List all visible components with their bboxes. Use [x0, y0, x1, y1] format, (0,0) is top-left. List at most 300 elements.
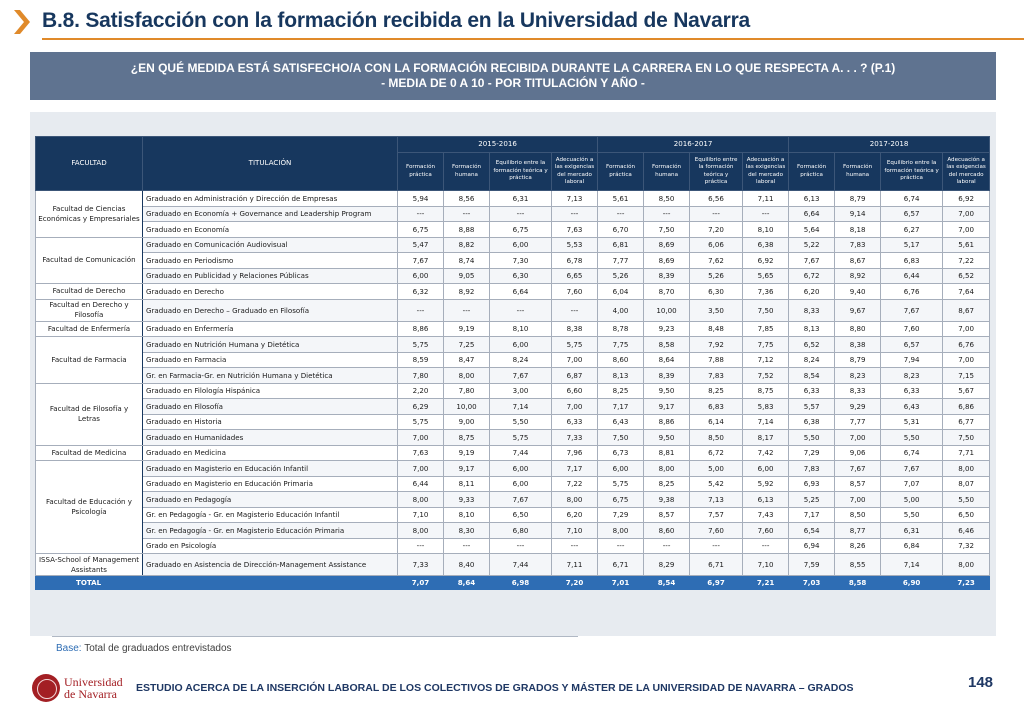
value-cell: 9,06: [835, 445, 881, 461]
value-cell: 7,67: [881, 461, 943, 477]
value-cell: 5,75: [398, 337, 444, 353]
value-cell: 7,60: [552, 284, 598, 300]
value-cell: 7,10: [398, 507, 444, 523]
value-cell: 6,52: [943, 268, 990, 284]
value-cell: 8,86: [398, 321, 444, 337]
value-cell: 6,71: [690, 554, 743, 576]
value-cell: 5,75: [490, 430, 552, 446]
value-cell: 7,67: [881, 299, 943, 321]
value-cell: 8,86: [644, 414, 690, 430]
value-cell: 7,50: [598, 430, 644, 446]
value-cell: 6,60: [552, 383, 598, 399]
value-cell: ---: [398, 299, 444, 321]
value-cell: 8,10: [490, 321, 552, 337]
value-cell: 8,67: [943, 299, 990, 321]
value-cell: 8,18: [835, 222, 881, 238]
value-cell: 7,43: [743, 507, 789, 523]
titulacion-cell: Graduado en Comunicación Audiovisual: [143, 237, 398, 253]
value-cell: 7,75: [743, 337, 789, 353]
value-cell: 9,40: [835, 284, 881, 300]
header-metric: Adecuación a las exigencias del mercado laboral: [552, 153, 598, 191]
value-cell: 8,60: [598, 352, 644, 368]
value-cell: 8,23: [835, 368, 881, 384]
value-cell: 7,71: [943, 445, 990, 461]
titulacion-cell: Graduado en Economía + Governance and Leadership Program: [143, 206, 398, 222]
value-cell: 5,64: [789, 222, 835, 238]
value-cell: 6,92: [943, 191, 990, 207]
value-cell: 7,00: [943, 206, 990, 222]
value-cell: 8,11: [444, 476, 490, 492]
value-cell: 8,25: [644, 476, 690, 492]
value-cell: 6,20: [789, 284, 835, 300]
value-cell: 5,00: [690, 461, 743, 477]
value-cell: 5,75: [552, 337, 598, 353]
value-cell: 6,73: [598, 445, 644, 461]
titulacion-cell: Graduado en Filosofía: [143, 399, 398, 415]
table-row: [36, 299, 990, 321]
value-cell: 7,94: [881, 352, 943, 368]
value-cell: ---: [552, 299, 598, 321]
value-cell: 9,19: [444, 445, 490, 461]
total-value: 7,07: [398, 576, 444, 590]
value-cell: 7,67: [490, 368, 552, 384]
total-value: 7,23: [943, 576, 990, 590]
value-cell: 7,60: [881, 321, 943, 337]
value-cell: 8,48: [690, 321, 743, 337]
value-cell: ---: [444, 538, 490, 554]
table-row: [36, 538, 990, 554]
value-cell: 8,70: [644, 284, 690, 300]
value-cell: 7,25: [444, 337, 490, 353]
value-cell: 6,76: [943, 337, 990, 353]
value-cell: 5,22: [789, 237, 835, 253]
value-cell: 7,67: [398, 253, 444, 269]
titulacion-cell: Gr. en Pedagogía - Gr. en Magisterio Educación Primaria: [143, 523, 398, 539]
value-cell: 9,50: [644, 383, 690, 399]
value-cell: ---: [490, 538, 552, 554]
university-logo: [32, 674, 132, 704]
value-cell: 7,42: [743, 445, 789, 461]
value-cell: 3,50: [690, 299, 743, 321]
value-cell: 9,17: [644, 399, 690, 415]
facultad-cell: ISSA-School of Management Assistants: [36, 554, 143, 576]
value-cell: 6,00: [398, 268, 444, 284]
value-cell: 6,27: [881, 222, 943, 238]
total-value: 8,64: [444, 576, 490, 590]
value-cell: 7,67: [789, 253, 835, 269]
value-cell: 7,00: [835, 492, 881, 508]
value-cell: 6,92: [743, 253, 789, 269]
titulacion-cell: Graduado en Publicidad y Relaciones Públicas: [143, 268, 398, 284]
value-cell: 9,19: [444, 321, 490, 337]
value-cell: 5,17: [881, 237, 943, 253]
titulacion-cell: Gr. en Pedagogía - Gr. en Magisterio Educación Infantil: [143, 507, 398, 523]
table-row: [36, 222, 990, 238]
value-cell: 6,46: [943, 523, 990, 539]
table-row: [36, 284, 990, 300]
facultad-cell: Facultad de Filosofía y Letras: [36, 383, 143, 445]
value-cell: 7,32: [943, 538, 990, 554]
value-cell: ---: [552, 538, 598, 554]
value-cell: 3,00: [490, 383, 552, 399]
value-cell: 6,33: [789, 383, 835, 399]
value-cell: 5,75: [398, 414, 444, 430]
value-cell: 5,92: [743, 476, 789, 492]
value-cell: 6,78: [552, 253, 598, 269]
value-cell: 7,83: [690, 368, 743, 384]
value-cell: 6,72: [690, 445, 743, 461]
value-cell: ---: [552, 206, 598, 222]
value-cell: 8,33: [789, 299, 835, 321]
value-cell: 5,26: [690, 268, 743, 284]
value-cell: 8,00: [552, 492, 598, 508]
value-cell: 7,33: [398, 554, 444, 576]
value-cell: 7,29: [789, 445, 835, 461]
value-cell: 9,50: [644, 430, 690, 446]
total-value: 8,58: [835, 576, 881, 590]
titulacion-cell: Graduado en Humanidades: [143, 430, 398, 446]
value-cell: 6,38: [743, 237, 789, 253]
value-cell: 8,60: [644, 523, 690, 539]
question-subtitle: - MEDIA DE 0 A 10 - POR TITULACIÓN Y AÑO -: [381, 76, 645, 90]
table-row: [36, 430, 990, 446]
value-cell: 8,38: [835, 337, 881, 353]
value-cell: 7,83: [835, 237, 881, 253]
value-cell: 5,50: [881, 507, 943, 523]
table-row: [36, 383, 990, 399]
base-text: Total de graduados entrevistados: [84, 643, 232, 654]
value-cell: 7,29: [598, 507, 644, 523]
value-cell: 8,81: [644, 445, 690, 461]
value-cell: 8,39: [644, 268, 690, 284]
value-cell: 6,87: [552, 368, 598, 384]
value-cell: 5,61: [943, 237, 990, 253]
value-cell: 7,50: [743, 299, 789, 321]
value-cell: 6,06: [690, 237, 743, 253]
value-cell: 8,92: [444, 284, 490, 300]
value-cell: 6,00: [490, 461, 552, 477]
value-cell: 8,00: [943, 554, 990, 576]
value-cell: 6,32: [398, 284, 444, 300]
value-cell: 8,77: [835, 523, 881, 539]
value-cell: 9,17: [444, 461, 490, 477]
value-cell: 6,72: [789, 268, 835, 284]
value-cell: 8,75: [743, 383, 789, 399]
value-cell: 6,64: [490, 284, 552, 300]
table-row: [36, 237, 990, 253]
value-cell: 8,55: [835, 554, 881, 576]
value-cell: 5,47: [398, 237, 444, 253]
titulacion-cell: Graduado en Economía: [143, 222, 398, 238]
value-cell: 5,00: [881, 492, 943, 508]
value-cell: 8,26: [835, 538, 881, 554]
titulacion-cell: Graduado en Pedagogía: [143, 492, 398, 508]
satisfaction-table: [35, 136, 990, 590]
logo-line1: Universidad: [64, 675, 123, 689]
value-cell: 6,14: [690, 414, 743, 430]
value-cell: 6,77: [943, 414, 990, 430]
titulacion-cell: Graduado en Periodismo: [143, 253, 398, 269]
value-cell: 6,50: [490, 507, 552, 523]
value-cell: 8,59: [398, 352, 444, 368]
value-cell: 7,00: [835, 430, 881, 446]
header-metric: Formación humana: [644, 153, 690, 191]
value-cell: 8,67: [835, 253, 881, 269]
header-metric: Adecuación a las exigencias del mercado laboral: [943, 153, 990, 191]
value-cell: 7,96: [552, 445, 598, 461]
total-value: 6,90: [881, 576, 943, 590]
value-cell: 5,53: [552, 237, 598, 253]
total-value: 6,98: [490, 576, 552, 590]
value-cell: 7,67: [490, 492, 552, 508]
value-cell: 8,00: [444, 368, 490, 384]
header-metric: Adecuación a las exigencias del mercado laboral: [743, 153, 789, 191]
value-cell: 8,50: [835, 507, 881, 523]
value-cell: 8,13: [789, 321, 835, 337]
value-cell: 8,17: [743, 430, 789, 446]
value-cell: 6,43: [598, 414, 644, 430]
value-cell: 8,40: [444, 554, 490, 576]
value-cell: 7,92: [690, 337, 743, 353]
value-cell: ---: [398, 206, 444, 222]
table-row: [36, 368, 990, 384]
titulacion-cell: Graduado en Asistencia de Dirección-Management Assistance: [143, 554, 398, 576]
value-cell: 6,75: [490, 222, 552, 238]
value-cell: 6,94: [789, 538, 835, 554]
value-cell: 6,29: [398, 399, 444, 415]
value-cell: 6,64: [789, 206, 835, 222]
table-row: [36, 191, 990, 207]
total-value: 6,97: [690, 576, 743, 590]
value-cell: 6,44: [398, 476, 444, 492]
header-facultad: FACULTAD: [36, 137, 143, 191]
value-cell: 7,63: [398, 445, 444, 461]
table-row: [36, 554, 990, 576]
footer-text: ESTUDIO ACERCA DE LA INSERCIÓN LABORAL DE LOS COLECTIVOS DE GRADOS Y MÁSTER DE LA UNIVERSIDAD DE NAVARRA – GRADOS: [136, 682, 854, 694]
table-row: [36, 461, 990, 477]
value-cell: 7,50: [943, 430, 990, 446]
value-cell: 7,52: [743, 368, 789, 384]
value-cell: 6,57: [881, 206, 943, 222]
value-cell: 8,47: [444, 352, 490, 368]
header-metric: Formación humana: [835, 153, 881, 191]
titulacion-cell: Graduado en Magisterio en Educación Infantil: [143, 461, 398, 477]
value-cell: 6,84: [881, 538, 943, 554]
value-cell: 7,75: [598, 337, 644, 353]
value-cell: 8,10: [444, 507, 490, 523]
value-cell: 8,69: [644, 253, 690, 269]
value-cell: ---: [743, 206, 789, 222]
question-text: ¿EN QUÉ MEDIDA ESTÁ SATISFECHO/A CON LA FORMACIÓN RECIBIDA DURANTE LA CARRERA EN LO QUE RESPECTA A. . . ? (P.1): [130, 61, 896, 75]
header-metric: Equilibrio entre la formación teórica y práctica: [490, 153, 552, 191]
titulacion-cell: Graduado en Farmacia: [143, 352, 398, 368]
value-cell: 8,74: [444, 253, 490, 269]
value-cell: 7,60: [690, 523, 743, 539]
titulacion-cell: Graduado en Medicina: [143, 445, 398, 461]
header-year: 2017-2018: [789, 137, 990, 153]
value-cell: 6,74: [881, 191, 943, 207]
title-underline: [42, 38, 1024, 40]
value-cell: 6,83: [881, 253, 943, 269]
value-cell: 6,83: [690, 399, 743, 415]
value-cell: 7,17: [598, 399, 644, 415]
value-cell: 7,00: [943, 321, 990, 337]
header-metric: Formación humana: [444, 153, 490, 191]
value-cell: 7,10: [743, 554, 789, 576]
value-cell: 7,80: [444, 383, 490, 399]
value-cell: 6,13: [789, 191, 835, 207]
value-cell: 6,30: [490, 268, 552, 284]
value-cell: 7,17: [789, 507, 835, 523]
total-value: 7,20: [552, 576, 598, 590]
value-cell: 8,39: [644, 368, 690, 384]
value-cell: 6,00: [490, 337, 552, 353]
value-cell: 8,00: [398, 492, 444, 508]
page-title: B.8. Satisfacción con la formación recibida en la Universidad de Navarra: [42, 9, 751, 32]
facultad-cell: Facultad en Derecho y Filosofía: [36, 299, 143, 321]
value-cell: 7,22: [552, 476, 598, 492]
value-cell: 5,25: [789, 492, 835, 508]
value-cell: 6,30: [690, 284, 743, 300]
value-cell: 9,29: [835, 399, 881, 415]
value-cell: 8,00: [598, 523, 644, 539]
value-cell: 8,24: [789, 352, 835, 368]
value-cell: 6,33: [881, 383, 943, 399]
value-cell: 7,14: [490, 399, 552, 415]
facultad-cell: Facultad de Ciencias Económicas y Empresariales: [36, 191, 143, 238]
value-cell: 5,26: [598, 268, 644, 284]
page-number: 148: [968, 674, 994, 691]
value-cell: 8,88: [444, 222, 490, 238]
value-cell: ---: [490, 299, 552, 321]
value-cell: 6,43: [881, 399, 943, 415]
titulacion-cell: Graduado en Magisterio en Educación Primaria: [143, 476, 398, 492]
value-cell: 7,00: [552, 352, 598, 368]
header-metric: Formación práctica: [598, 153, 644, 191]
value-cell: 8,10: [743, 222, 789, 238]
value-cell: 8,25: [690, 383, 743, 399]
value-cell: 2,20: [398, 383, 444, 399]
value-cell: 5,94: [398, 191, 444, 207]
base-label: Base:: [56, 643, 82, 654]
value-cell: 6,57: [881, 337, 943, 353]
value-cell: 6,70: [598, 222, 644, 238]
value-cell: ---: [444, 206, 490, 222]
value-cell: 8,23: [881, 368, 943, 384]
value-cell: 6,31: [490, 191, 552, 207]
value-cell: 8,29: [644, 554, 690, 576]
table-row: [36, 476, 990, 492]
value-cell: ---: [598, 538, 644, 554]
facultad-cell: Facultad de Enfermería: [36, 321, 143, 337]
value-cell: 7,14: [881, 554, 943, 576]
value-cell: ---: [490, 206, 552, 222]
value-cell: 6,80: [490, 523, 552, 539]
value-cell: 6,56: [690, 191, 743, 207]
value-cell: 7,62: [690, 253, 743, 269]
value-cell: 7,00: [552, 399, 598, 415]
titulacion-cell: Graduado en Derecho – Graduado en Filosofía: [143, 299, 398, 321]
value-cell: 9,05: [444, 268, 490, 284]
value-cell: 8,00: [644, 461, 690, 477]
value-cell: 7,11: [743, 191, 789, 207]
university-seal-icon: [32, 674, 60, 702]
value-cell: 6,44: [881, 268, 943, 284]
total-row: [36, 576, 990, 590]
value-cell: 6,04: [598, 284, 644, 300]
value-cell: 7,60: [743, 523, 789, 539]
value-cell: 8,79: [835, 352, 881, 368]
value-cell: 5,67: [943, 383, 990, 399]
value-cell: ---: [743, 538, 789, 554]
value-cell: 7,30: [490, 253, 552, 269]
value-cell: 7,59: [789, 554, 835, 576]
value-cell: 7,00: [398, 430, 444, 446]
table-row: [36, 206, 990, 222]
table-row: [36, 253, 990, 269]
value-cell: 8,69: [644, 237, 690, 253]
titulacion-cell: Grado en Psicología: [143, 538, 398, 554]
value-cell: 9,33: [444, 492, 490, 508]
value-cell: 5,50: [490, 414, 552, 430]
facultad-cell: Facultad de Medicina: [36, 445, 143, 461]
value-cell: 7,12: [743, 352, 789, 368]
value-cell: 6,86: [943, 399, 990, 415]
value-cell: 6,00: [490, 237, 552, 253]
value-cell: 6,75: [598, 492, 644, 508]
value-cell: 8,78: [598, 321, 644, 337]
base-divider: [52, 636, 578, 637]
header-year: 2015-2016: [398, 137, 598, 153]
header-titulacion: TITULACIÓN: [143, 137, 398, 191]
value-cell: 8,92: [835, 268, 881, 284]
value-cell: 6,50: [943, 507, 990, 523]
value-cell: 7,67: [835, 461, 881, 477]
value-cell: 6,00: [490, 476, 552, 492]
value-cell: 7,80: [398, 368, 444, 384]
value-cell: 4,00: [598, 299, 644, 321]
value-cell: 5,50: [943, 492, 990, 508]
value-cell: 9,67: [835, 299, 881, 321]
value-cell: 6,76: [881, 284, 943, 300]
titulacion-cell: Graduado en Enfermería: [143, 321, 398, 337]
value-cell: 6,71: [598, 554, 644, 576]
titulacion-cell: Graduado en Administración y Dirección de Empresas: [143, 191, 398, 207]
value-cell: ---: [644, 206, 690, 222]
chevron-right-icon: [14, 10, 30, 34]
value-cell: 8,38: [552, 321, 598, 337]
value-cell: ---: [444, 299, 490, 321]
value-cell: 5,61: [598, 191, 644, 207]
table-row: [36, 399, 990, 415]
value-cell: 7,36: [743, 284, 789, 300]
value-cell: 5,65: [743, 268, 789, 284]
value-cell: 8,07: [943, 476, 990, 492]
titulacion-cell: Graduado en Derecho: [143, 284, 398, 300]
value-cell: 7,44: [490, 445, 552, 461]
logo-line2: de Navarra: [64, 687, 117, 701]
logo-text: [64, 676, 123, 700]
value-cell: 5,75: [598, 476, 644, 492]
value-cell: 7,50: [644, 222, 690, 238]
value-cell: 8,50: [690, 430, 743, 446]
value-cell: 8,00: [943, 461, 990, 477]
value-cell: 6,93: [789, 476, 835, 492]
header-metric: Formación práctica: [398, 153, 444, 191]
value-cell: 8,50: [644, 191, 690, 207]
header-year: 2016-2017: [598, 137, 789, 153]
value-cell: 7,57: [690, 507, 743, 523]
